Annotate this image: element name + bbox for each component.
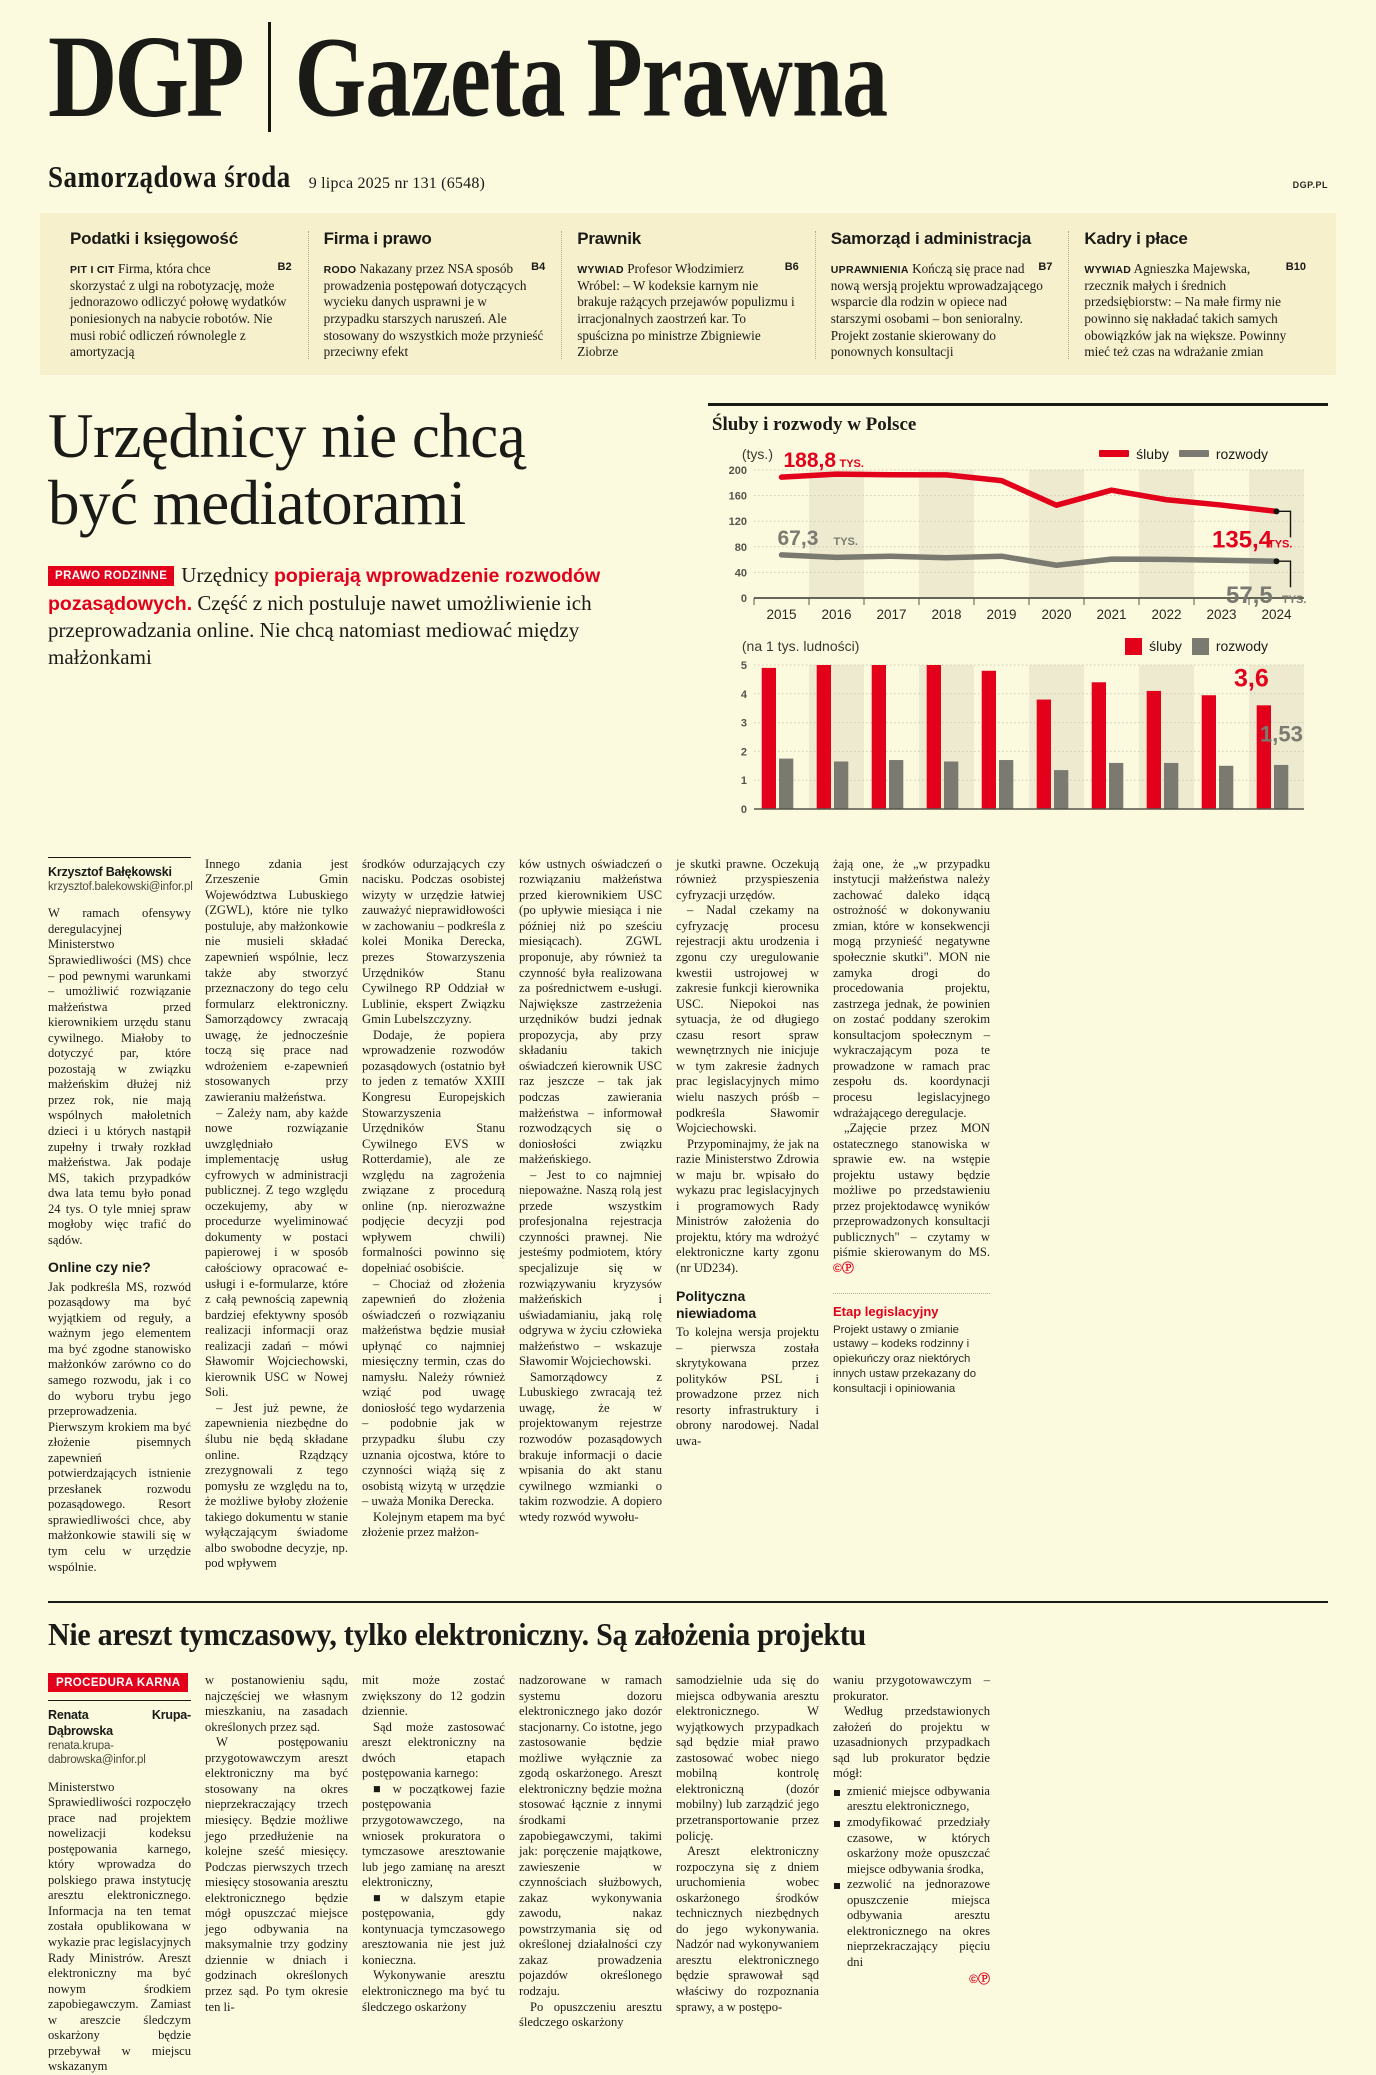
svg-text:3,6: 3,6	[1233, 664, 1269, 693]
svg-text:135,4: 135,4	[1211, 526, 1272, 554]
teaser-kicker: RODO	[323, 264, 357, 276]
legend-item-sluby-bar	[1125, 638, 1182, 655]
paragraph: Według przedstawionych założeń do projektu w uzasadnionych przypadkach sąd lub prokurator będzie mógł:	[833, 1704, 990, 1781]
article-2-column-5	[676, 1673, 833, 2075]
masthead-title: Gazeta Prawna	[294, 13, 888, 141]
edition-name: Samorządowa środa	[48, 160, 291, 194]
article-1-column-5	[676, 857, 833, 1575]
svg-text:2021: 2021	[1096, 606, 1127, 622]
paragraph: – Zależy nam, aby każde nowe rozwiązanie uwzględniało implementację usług cyfrowych w administracji publicznej. Z tego względu oczekujemy, aby w procedurze wyeliminować dokumenty w postaci papierowej i w sposób całościowy opracować e-usługi i e-formularze, które z całą pewnością zapewnią bardziej efektywny sposób realizacji informacji oraz realizacji zadań – mówi Sławomir Wojciechowski, kierownik USC w Nowej Soli.	[205, 1105, 348, 1400]
svg-text:TYS.: TYS.	[1281, 593, 1307, 606]
lead-section	[40, 400, 1336, 835]
article-2-email: renata.krupa-dabrowska@infor.pl	[48, 1740, 146, 1767]
teaser-item[interactable]	[815, 229, 1069, 361]
svg-text:2015: 2015	[766, 606, 797, 622]
svg-text:0: 0	[740, 592, 747, 605]
legislative-stage-text: Projekt ustawy o zmianie ustawy – kodeks rodzinny i opiekuńczy oraz niektórych innych ustaw przekazany do konsultacji i opiniowania	[833, 1323, 977, 1395]
paragraph: Wykonywanie aresztu elektronicznego ma być tu śledczego oskarżony	[362, 1968, 505, 2014]
paragraph: Przypominajmy, że jak na razie Ministerstwo Zdrowia w maju br. wpisało do wykazu prac legislacyjnych i programowych Rady Ministrów założenia do projektu, który ma wdrożyć elektroniczne karty zgonu (nr UD234).	[676, 1136, 819, 1275]
article-1-column-3	[362, 857, 519, 1575]
teaser-page: B4	[531, 261, 546, 273]
masthead	[40, 0, 1336, 142]
site-url: DGP.PL	[1292, 180, 1328, 190]
dgp-logo: DGP	[48, 11, 242, 142]
lead-paragraph	[48, 562, 688, 671]
bar-chart-unit: (na 1 tys. ludności)	[741, 638, 860, 655]
legend-label-sluby-bar: śluby	[1149, 638, 1182, 655]
legend-label-rozwody: rozwody	[1215, 445, 1268, 462]
paragraph: – Jest już pewne, że zapewnienia niezbędne do ślubu nie będą składane online. Rządzący zrezygnowali z tego pomysłu ze względu na to, że możliwe byłoby złożenie takiego dokumentu w stanie wyłączającym świadome albo swobodne decyzje, np. pod wpływem	[205, 1400, 348, 1571]
lead-text-plain: Urzędnicy	[181, 563, 275, 588]
headline-line-2: być mediatorami	[48, 467, 466, 538]
article-1-email: krzysztof.balekowski@infor.pl	[48, 881, 193, 894]
teaser-item[interactable]	[1068, 229, 1322, 361]
teaser-text: B2 PIT I CIT Firma, która chce skorzystać z ulgi na robotyzację, może jednorazowo odliczyć połowę wydatków poniesionych na nabycie robotów. Nie musi robić odliczeń równolegle z amortyzacją	[70, 261, 292, 360]
page-title	[48, 400, 688, 538]
article-2-category-badge: PROCEDURA KARNA	[48, 1673, 188, 1692]
subheading: Online czy nie?	[48, 1259, 151, 1276]
svg-text:TYS.: TYS.	[1267, 538, 1293, 551]
bar-chart-legend	[708, 638, 1328, 655]
teaser-page: B2	[277, 261, 292, 273]
legend-item-sluby	[1099, 446, 1169, 462]
svg-text:1,53: 1,53	[1259, 721, 1303, 747]
teaser-item[interactable]	[561, 229, 815, 361]
legend-label-rozwody-bar: rozwody	[1215, 638, 1268, 655]
article-2-column-6	[833, 1673, 990, 2075]
subheading: Polityczna niewiadoma	[676, 1287, 757, 1321]
paragraph: żają one, że „w przypadku instytucji małżeństwa należy zachować daleko idącą ostrożność w dokonywaniu zmian, które w konsekwencji mogą przynieść negatywne społecznie skutki". MON nie zamyka drogi do procedowania projektu, zastrzega jednak, że powinien on zostać poddany szerokim konsultacjom społecznym – wykraczającym poza te prowadzone w ramach prac zespołu ds. koordynacji procesu legislacyjnego wdrażającego deregulacje.	[833, 856, 990, 1120]
teaser-kicker: PIT I CIT	[70, 264, 115, 276]
paragraph: je skutki prawne. Oczekują również przyspieszenia cyfryzacji urzędów.	[676, 856, 819, 902]
legislative-stage-box	[833, 1293, 990, 1397]
teaser-page: B6	[784, 261, 799, 273]
list-item: zmodyfikować przedziały czasowe, w których oskarżony może opuszczać miejsce odbywania środka,	[833, 1815, 990, 1877]
svg-text:3: 3	[740, 717, 747, 730]
paragraph: W ramach ofensywy deregulacyjnej Ministerstwo Sprawiedliwości (MS) chce – pod pewnymi warunkami – umożliwić rozwiązanie małżeństwa przed kierownikiem urzędu stanu cywilnego. Miałoby to dotyczyć par, które pozostają w związku małżeńskim dłużej niż przez rok, nie mają wspólnych małoletnich dzieci i u których nastąpił zupełny i trwały rozkład małżeństwa. Jak podaje MS, takich przypadków dwa lata temu było ponad 24 tys. O tyle mniej spraw mogłoby więc trafić do sądów.	[48, 906, 191, 1247]
svg-text:2016: 2016	[821, 606, 852, 622]
charts-panel	[708, 403, 1328, 835]
teaser-section: Podatki i księgowość	[70, 229, 238, 248]
article-1-column-1	[48, 857, 205, 1575]
article-2-column-3	[362, 1673, 519, 2075]
legend-label-sluby: śluby	[1136, 445, 1169, 462]
article-1-byline: Krzysztof Bałękowski	[48, 864, 172, 879]
bar-chart	[708, 655, 1328, 835]
lead-text-emphasis: popierają wprowadzenie rozwodów pozasądowych.	[48, 565, 601, 615]
teaser-kicker: WYWIAD	[577, 264, 624, 276]
lead-category-badge: PRAWO RODZINNE	[48, 566, 174, 586]
teaser-item[interactable]	[54, 229, 308, 361]
article-2-body	[40, 1673, 1336, 2075]
article-2-column-4	[519, 1673, 676, 2075]
paragraph: – Jest to co najmniej niepoważne. Naszą rolą jest przede wszystkim profesjonalna rejestracja czynności prawnej. Nie jesteśmy podmiotem, który specjalizuje się w rozwiązywaniu kryzysów małżeńskich i uświadamianiu, jaką rolę odgrywa w życiu człowieka małżeństwo – wskazuje Sławomir Wojciechowski.	[519, 1167, 662, 1369]
svg-text:5: 5	[740, 659, 747, 672]
paragraph: ■ w dalszym etapie postępowania, gdy kontynuacja tymczasowego aresztowania nie jest już konieczna.	[362, 1890, 505, 1967]
article-2-column-1	[48, 1673, 205, 2075]
list-item: zezwolić na jednorazowe opuszczenie miejsca odbywania aresztu elektronicznego na okres nieprzekraczający pięciu dni	[833, 1877, 990, 1970]
teaser-section: Firma i prawo	[323, 229, 432, 248]
paragraph: Areszt elektroniczny rozpoczyna się z dniem uruchomienia wobec oskarżonego środków technicznych niezbędnych do jego wykonywania. Nadzór nad wykonywaniem aresztu elektronicznego będzie sprawował sąd właściwy do rozpoznania sprawy, a w postępo-	[676, 1844, 819, 2014]
legend-item-rozwody	[1179, 446, 1268, 462]
paragraph: Ministerstwo Sprawiedliwości rozpoczęło prace nad projektem nowelizacji kodeksu postępowania karnego, który wprowadza do polskiego prawa instytucję aresztu elektronicznego. Informacja na ten temat została opublikowana w wykazie prac legislacyjnych Rady Ministrów. Areszt elektroniczny ma być nowym środkiem zapobiegawczym. Zamiast w areszcie śledczym oskarżony będzie przebywał w miejscu wskazanym	[48, 1779, 191, 2074]
legend-swatch-rozwody-bar	[1192, 638, 1209, 655]
svg-text:2018: 2018	[931, 606, 962, 622]
svg-text:2022: 2022	[1151, 606, 1182, 622]
svg-text:2023: 2023	[1206, 606, 1237, 622]
paragraph: – Chociaż od złożenia zapewnień do złożenia oświadczeń o rozwiązaniu małżeństwa będzie musiał upłynąć co najmniej miesięczny termin, czas do namysłu. Należy również wziąć pod uwagę doniosłość tego wydarzenia – podobnie jak w przypadku ślubu czy uznania ojcostwa, które to czynności wiążą się z osobistą wizytą w urzędzie – uważa Monika Derecka.	[362, 1276, 505, 1509]
paragraph: ■ w początkowej fazie postępowania przygotowawczego, na wniosek prokuratora o tymczasowe aresztowanie lub jego zamianę na areszt elektroniczny,	[362, 1781, 505, 1890]
article-2-title: Nie areszt tymczasowy, tylko elektroniczny. Są założenia projektu	[48, 1617, 866, 1653]
article-2-column-2	[205, 1673, 362, 2075]
paragraph: w postanowieniu sądu, najczęściej we własnym mieszkaniu, na zasadach określonych przez sąd.	[205, 1673, 348, 1734]
paragraph: środków odurzających czy nacisku. Podczas osobistej wizyty w urzędzie łatwiej zauważyć nieprawidłowości w zachowaniu – podkreśla z kolei Monika Derecka, prezes Stowarzyszenia Urzędników Stanu Cywilnego RP Oddział w Lublinie, ekspert Związku Gmin Lubelszczyzny.	[362, 856, 505, 1027]
teaser-section: Samorząd i administracja	[830, 229, 1032, 248]
svg-text:67,3: 67,3	[777, 526, 819, 550]
svg-text:2019: 2019	[986, 606, 1017, 622]
svg-text:2024: 2024	[1261, 606, 1292, 622]
svg-text:200: 200	[728, 464, 747, 477]
teaser-kicker: UPRAWNIENIA	[830, 264, 909, 276]
svg-text:80: 80	[734, 541, 747, 554]
legend-item-rozwody-bar	[1192, 638, 1268, 655]
lead-text-block	[48, 400, 708, 835]
column-rule	[48, 1700, 191, 1701]
paragraph: – Nadal czekamy na cyfryzację procesu rejestracji aktu urodzenia i zgonu czy uregulowanie kwestii ustrojowej w zakresie funkcji kierownika USC. Niepokoi nas sytuacja, że od długiego czasu resort spraw wewnętrznych nie inicjuje w tym zakresie żadnych prac legislacyjnych mimo wielu naszych próśb – podkreśla Sławomir Wojciechowski.	[676, 903, 819, 1136]
article-1-column-4	[519, 857, 676, 1575]
article-1-column-2	[205, 857, 362, 1575]
paragraph: waniu przygotowawczym – prokurator.	[833, 1673, 990, 1703]
svg-text:2020: 2020	[1041, 606, 1072, 622]
headline-line-1: Urzędnicy nie chcą	[48, 400, 526, 471]
line-chart-unit: (tys.)	[741, 445, 773, 462]
paragraph: samodzielnie uda się do miejsca odbywania aresztu elektronicznego. W wyjątkowych przypadkach sąd będzie miał prawo zastosować wobec niego mobilną kontrolę elektroniczną (dozór mobilny) lub zarządzić jego przetransportowanie przez policję.	[676, 1673, 819, 1843]
copyright-mark: ©Ⓟ	[833, 1260, 854, 1275]
paragraph: Jak podkreśla MS, rozwód pozasądowy ma być wyjątkiem od reguły, a ważnym jego elementem ma być zgodne stanowisko małżonków zarówno co do samego rozwodu, jak i co do wyboru trybu jego przeprowadzenia. Pierwszym krokiem ma być złożenie pisemnych zapewnień potwierdzających istnienie przesłanek rozwodu pozasądowego. Resort sprawiedliwości chce, aby małżonkowie stawili się w tym celu w urzędzie wspólnie.	[48, 1279, 191, 1574]
chart-title: Śluby i rozwody w Polsce	[711, 413, 917, 435]
legend-swatch-sluby-bar	[1125, 638, 1142, 655]
legend-swatch-rozwody	[1179, 450, 1209, 457]
column-rule	[48, 857, 191, 858]
svg-text:TYS.: TYS.	[833, 535, 858, 548]
issue-date: 9 lipca 2025 nr 131 (6548)	[308, 175, 486, 192]
edition-row	[40, 132, 1336, 203]
article-1-body	[40, 857, 1336, 1575]
paragraph: nadzorowane w ramach systemu dozoru elektronicznego jako dozór stacjonarny. Co istotne, jego zastosowanie będzie możliwe wyłącznie za zgodą oskarżonego. Areszt elektroniczny będzie można stosować łącznie z innymi środkami zapobiegawczymi, takimi jak: poręczenie majątkowe, zawieszenie w czynnościach służbowych, zakaz wykonywania zawodu, nakaz powstrzymania się od określonej działalności czy zakaz prowadzenia pojazdów określonego rodzaju.	[519, 1673, 662, 1999]
list-item: zmienić miejsce odbywania aresztu elektronicznego,	[833, 1784, 990, 1815]
svg-text:2017: 2017	[876, 606, 907, 622]
article-2-byline: Renata Krupa-Dąbrowska	[48, 1708, 191, 1738]
paragraph: Dodaje, że popiera wprowadzenie rozwodów pozasądowych (ostatnio był to jeden z tematów XXIII Kongresu Europejskich Stowarzyszenia Urzędników Stanu Cywilnego EVS w Rotterdamie), ale ze względu na zagrożenia związane z procedurą online (np. nierozważne podjęcie decyzji pod wpływem chwili) formalności powinno się dopełniać osobiście.	[362, 1027, 505, 1275]
teaser-text: B6 WYWIAD Profesor Włodzimierz Wróbel: – W kodeksie karnym nie brakuje rażących przejawów populizmu i irracjonalnych zaostrzeń kar. To spuścizna po ministrze Zbigniewie Ziobrze	[577, 261, 799, 360]
teaser-text: B10 WYWIAD Agnieszka Majewska, rzecznik małych i średnich przedsiębiorstw: – Na małe firmy nie powinno się nakładać takich samych obowiązków jak na większe. Powinny mieć też czas na wdrażanie zmian	[1084, 261, 1306, 360]
svg-text:1: 1	[740, 774, 747, 787]
teaser-section: Prawnik	[577, 229, 641, 248]
teaser-section: Kadry i płace	[1084, 229, 1188, 248]
legislative-stage-title: Etap legislacyjny	[833, 1303, 939, 1319]
svg-text:0: 0	[740, 803, 747, 816]
teaser-strip	[40, 213, 1336, 375]
svg-text:120: 120	[728, 515, 747, 528]
svg-text:57,5: 57,5	[1225, 581, 1273, 609]
legend-swatch-sluby	[1099, 450, 1129, 457]
teaser-kicker: WYWIAD	[1084, 264, 1132, 276]
svg-text:160: 160	[728, 490, 747, 503]
teaser-item[interactable]	[308, 229, 562, 361]
paragraph: W postępowaniu przygotowawczym areszt elektroniczny ma być stosowany na okres nieprzekraczający trzech miesięcy. Będzie możliwe jego przedłużenie na kolejne sześć miesięcy. Podczas pierwszych trzech miesięcy stosowania aresztu elektronicznego będzie mógł opuszczać miejsce jego odbywania na maksymalnie trzy godziny dziennie w dniach i godzinach określonych przez sąd. Po tym okresie ten li-	[205, 1735, 348, 2014]
teaser-page: B10	[1285, 261, 1306, 273]
copyright-mark: ©Ⓟ	[969, 1972, 990, 1987]
paragraph: Po opuszczeniu aresztu śledczego oskarżony	[519, 1999, 662, 2030]
svg-text:TYS.: TYS.	[839, 457, 864, 470]
masthead-divider	[268, 22, 271, 132]
paragraph: ków ustnych oświadczeń o rozwiązaniu małżeństwa przed kierownikiem USC (po upływie miesiąca i nie później niż po sześciu miesiącach). ZGWL proponuje, aby również ta czynność była realizowana za pośrednictwem e-usługi. Największe zastrzeżenia urzędników budzi jednak propozycja, aby przy składaniu takich oświadczeń kierownik USC raz jeszcze – tak jak podczas zawierania małżeństwa – informował rozwodzących się o doniosłości związku małżeńskiego.	[519, 856, 662, 1167]
teaser-text: B4 RODO Nakazany przez NSA sposób prowadzenia postępowań dotyczących wycieku danych usprawni je w przypadku starszych naruszeń. Ale stosowany do wszystkich może przynieść przeciwny efekt	[323, 261, 546, 360]
paragraph: Samorządowcy z Lubuskiego zwracają też uwagę, że w projektowanym rejestrze rozwodów pozasądowych brakuje informacji o dacie wpisania do akt stanu cywilnego wzmianki o takim rozwodzie. A dopiero wtedy rozwód wywołu-	[519, 1369, 662, 1524]
svg-text:4: 4	[740, 688, 747, 701]
lead-text-rest: Część z nich postuluje nawet umożliwienie ich przeprowadzania online. Nie chcą natomiast mediować między małżonkami	[48, 590, 592, 670]
teaser-text: B7 UPRAWNIENIA Kończą się prace nad nową wersją projektu wprowadzającego wsparcie dla rodzin w opiece nad starszymi osobami – bon senioralny. Projekt zostanie skierowany do ponownych konsultacji	[830, 261, 1053, 360]
svg-text:40: 40	[734, 567, 747, 580]
copyright-line	[833, 1972, 990, 1988]
paragraph: Sąd może zastosować areszt elektroniczny na dwóch etapach postępowania karnego:	[362, 1719, 505, 1781]
paragraph: To kolejna wersja projektu – pierwsza została skrytykowana przez polityków PSL i prowadzone przez nich resorty infrastruktury i obrony narodowej. Nadal uwa-	[676, 1325, 819, 1448]
paragraph: Kolejnym etapem ma być złożenie przez małżon-	[362, 1509, 505, 1540]
article-2-bullet-list	[833, 1784, 990, 1971]
paragraph: mit może zostać zwiększony do 12 godzin dziennie.	[362, 1673, 505, 1719]
teaser-page: B7	[1038, 261, 1053, 273]
paragraph: „Zajęcie przez MON ostatecznego stanowiska w sprawie ew. na wstępie projektu ustawy będzie możliwe po przedstawieniu przez projektodawcę wyników przeprowadzonych konsultacji publicznych" – czytamy w piśmie skierowanym do MS. ©Ⓟ	[833, 1121, 990, 1275]
article-1-column-6	[833, 857, 990, 1575]
svg-text:188,8: 188,8	[783, 448, 836, 472]
paragraph: Innego zdania jest Zrzeszenie Gmin Województwa Lubuskiego (ZGWL), które nie tylko postuluje, aby małżonkowie nie musieli składać zapewnień wspólnie, lecz także aby stworzyć przeznaczony do tego celu formularz elektroniczny. Samorządowcy zwracają uwagę, że jednocześnie toczą się prace nad wdrożeniem e-zapewnień stosowanych przy zawieraniu małżeństwa.	[205, 856, 348, 1104]
svg-text:2: 2	[740, 746, 747, 759]
